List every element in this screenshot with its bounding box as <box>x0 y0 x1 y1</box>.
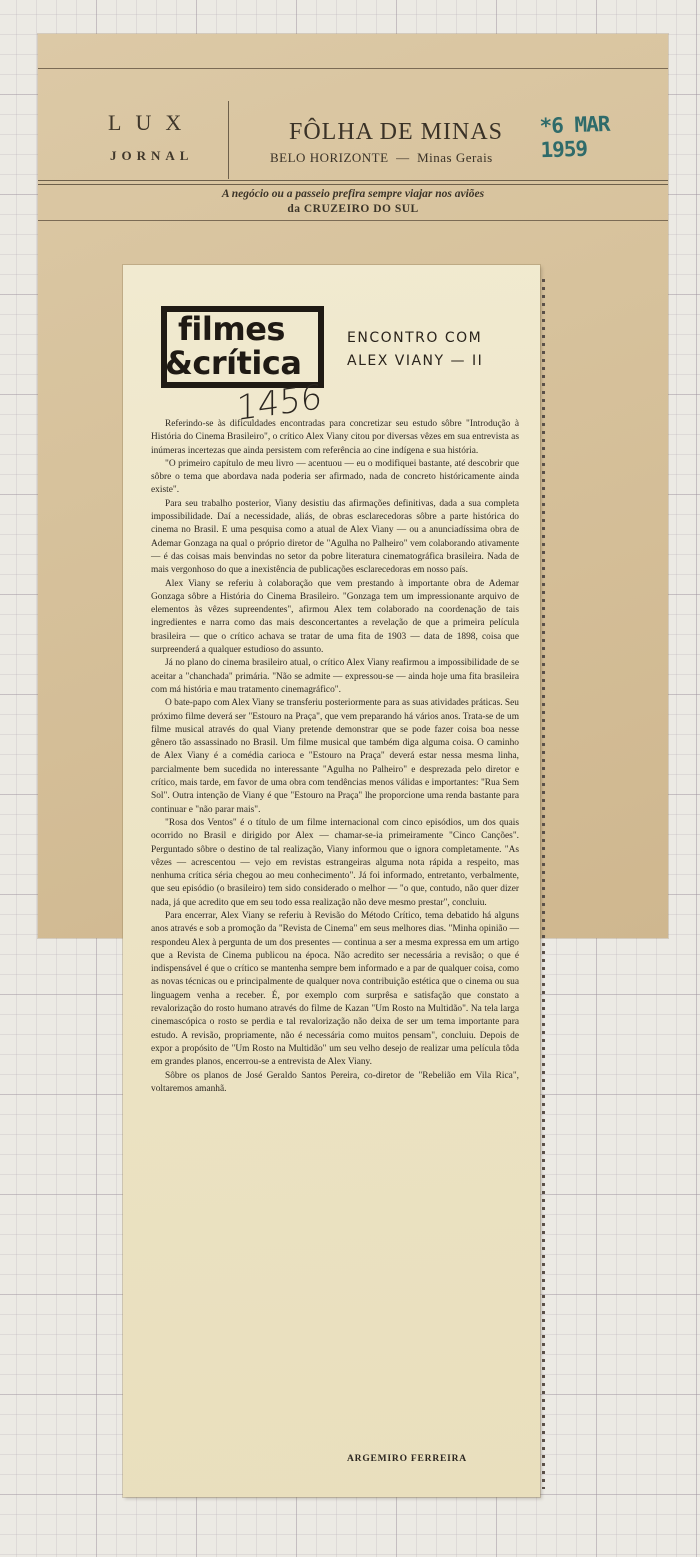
article-paragraph: O bate-papo com Alex Viany se transferiu posteriormente para as suas atividades práticas. Seu próximo filme deverá ser "Estouro na Praça", que vem preparando há vários anos. Trata-se de um filme musical através do qual Viany pretende demonstrar que se pode fazer coisa boa nesse gênero tão assassinado no Brasil. Um filme musical que também diga alguma coisa. O caminho de Alex Viany é a comédia carioca e "Estouro na Praça" deverá estar nessa mesma linha, parcialmente bem sucedida no interessante "Agulha no Palheiro" e desprezada pelo diretor e crítico, mais tarde, em favor de uma obra com tendências menos válidas e importantes: "Rua Sem Sol". Outra intenção de Viany é que "Estouro na Praça" lhe proporcione uma renda bastante para continuar e "não parar mais". <box>151 698 519 815</box>
article-title-line1: ENCONTRO COM <box>347 330 483 346</box>
header-rule <box>38 184 668 185</box>
header-bottom-rule <box>38 220 668 221</box>
article-paragraph: Para encerrar, Alex Viany se referiu à Revisão do Método Crítico, tema debatido há alguns anos através e sob a promoção da "Revista de Cinema" em seus melhores dias. "Minha opinião — respondeu Alex à pergunta de um dos presentes — continua a ser a mesma expressa em um artigo que a Revista de Cinema publicou na época. Não acredito ser necessária a revisão; o que é indispensável é que o crítico se mantenha sempre bem informado e a par de qualquer coisa, como as novas técnicas ou e principalmente de qualquer nova contribuição estética que o cinema ou sua linguagem venha a receber. É, por exemplo com surprêsa e satisfação que constato a revalorização do rosto humano através do filme de Kazan "Um Rosto na Multidão". Na tela larga cinemascópica o rosto se perdia e tal revalorização não deixa de ser um tema importante para estudo. A revisão, propriamente, não é necessária como muitos pensam", concluiu. Depois de expor a propósito de "Um Rosto na Multidão" um seu velho desejo de realizar uma película tôda em grandes planos, encerrou-se a entrevista de Alex Viany. <box>151 910 519 1068</box>
date-stamp: *6 MAR 1959 <box>539 111 610 163</box>
header-divider <box>228 101 229 179</box>
article-paragraph: Para seu trabalho posterior, Viany desistiu das afirmações definitivas, dada a sua completa impossibilidade. Daí a necessidade, aliás, de obras esclarecedoras sôbre a parte histórica do cinema no Brasil. E uma pesquisa como a atual de Alex Viany — ou a anunciadíssima obra de Ademar Gonzaga na qual o próprio diretor de "Agulha no Palheiro" vem colaborando ativamente — é das coisas mais benvindas no setor da pobre literatura cinematográfica brasileira. Nada de mais vergonhoso do que a inexistência de publicações esclarecedoras em nosso país. <box>151 498 519 576</box>
header-top-rule <box>38 68 668 69</box>
newspaper-clipping <box>123 265 540 1497</box>
author-signature: ARGEMIRO FERREIRA <box>347 1454 467 1464</box>
article-paragraph: "Rosa dos Ventos" é o título de um filme internacional com cinco episódios, um dos quais ocorrido no Brasil e dirigido por Alex — chamar-se-ia primeiramente "Cinco Canções". Perguntado sôbre o destino de tal realização, Viany informou que o ignora completamente. "As vêzes — acrescentou — vejo em revistas estrangeiras alguma nota rápida a respeito, mas nenhuma crítica séria chegou ao meu conhecimento". Já foi informado, entretanto, verbalmente, que seu episódio (o brasileiro) tem sido considerado o melhor — "o que, contudo, não quer dizer nada, já que acredito que em seu todo essa realização não deve mesmo prestar", concluiu. <box>151 817 519 908</box>
article-title-line2: ALEX VIANY — II <box>347 353 484 369</box>
header-rule <box>38 180 668 181</box>
article-paragraph: Alex Viany se referiu à colaboração que vem prestando à importante obra de Ademar Gonzaga sôbre a História do Cinema Brasileiro. "Gonzaga tem um impressionante arquivo de elementos às vêzes supreendentes", afirmou Alex tem colaborado na coordenação de tais ingredientes e narra como das mais desconcertantes a revelação de que a primeira película brasileira — que o crítico achava se tratar de uma fita de 1903 — data de 1898, coisa que surpreenderá a qualquer estudioso do assunto. <box>151 578 519 656</box>
article-title <box>347 327 483 373</box>
tagline-line-1: A negócio ou a passeio prefira sempre viajar nos aviões <box>221 188 485 200</box>
article-paragraph: Referindo-se às dificuldades encontradas para concretizar seu estudo sôbre "Introdução à História do Cinema Brasileiro", o crítico Alex Viany citou por diversas vêzes em sua entrevista as inúmeras incertezas que ainda persistem com referência ao cine indígena e sua história. <box>151 419 519 456</box>
tagline-line-2: da CRUZEIRO DO SUL <box>287 203 419 215</box>
newspaper-name: FÔLHA DE MINAS <box>289 119 504 145</box>
lux-logo: LUX <box>108 110 196 135</box>
article-paragraph: Sôbre os planos de José Geraldo Santos Pereira, co-diretor de "Rebelião em Vila Rica", voltaremos amanhã. <box>151 1070 519 1094</box>
handwritten-note: 1456 <box>236 376 323 430</box>
article-body <box>151 418 519 1096</box>
lux-journal-label: JORNAL <box>110 148 194 163</box>
article-paragraph: Já no plano do cinema brasileiro atual, o crítico Alex Viany reafirmou a impossibilidade de se aceitar a "chanchada" primária. "Não se admite — expressou-se — ainda hoje uma fita brasileira com má história e mau tratamento cinemagráfico". <box>151 658 519 695</box>
section-logo-line2: &crítica <box>165 344 302 382</box>
article-paragraph: "O primeiro capítulo de meu livro — acentuou — eu o modifiquei bastante, até descobrir que sôbre o tema que abordava nada poderia ser afirmado, nada de concreto históricamente ainda existe". <box>151 458 519 496</box>
newspaper-city: BELO HORIZONTE — Minas Gerais <box>270 150 493 165</box>
clipping-edge <box>542 279 545 1489</box>
section-logo-line1: filmes <box>178 310 285 348</box>
